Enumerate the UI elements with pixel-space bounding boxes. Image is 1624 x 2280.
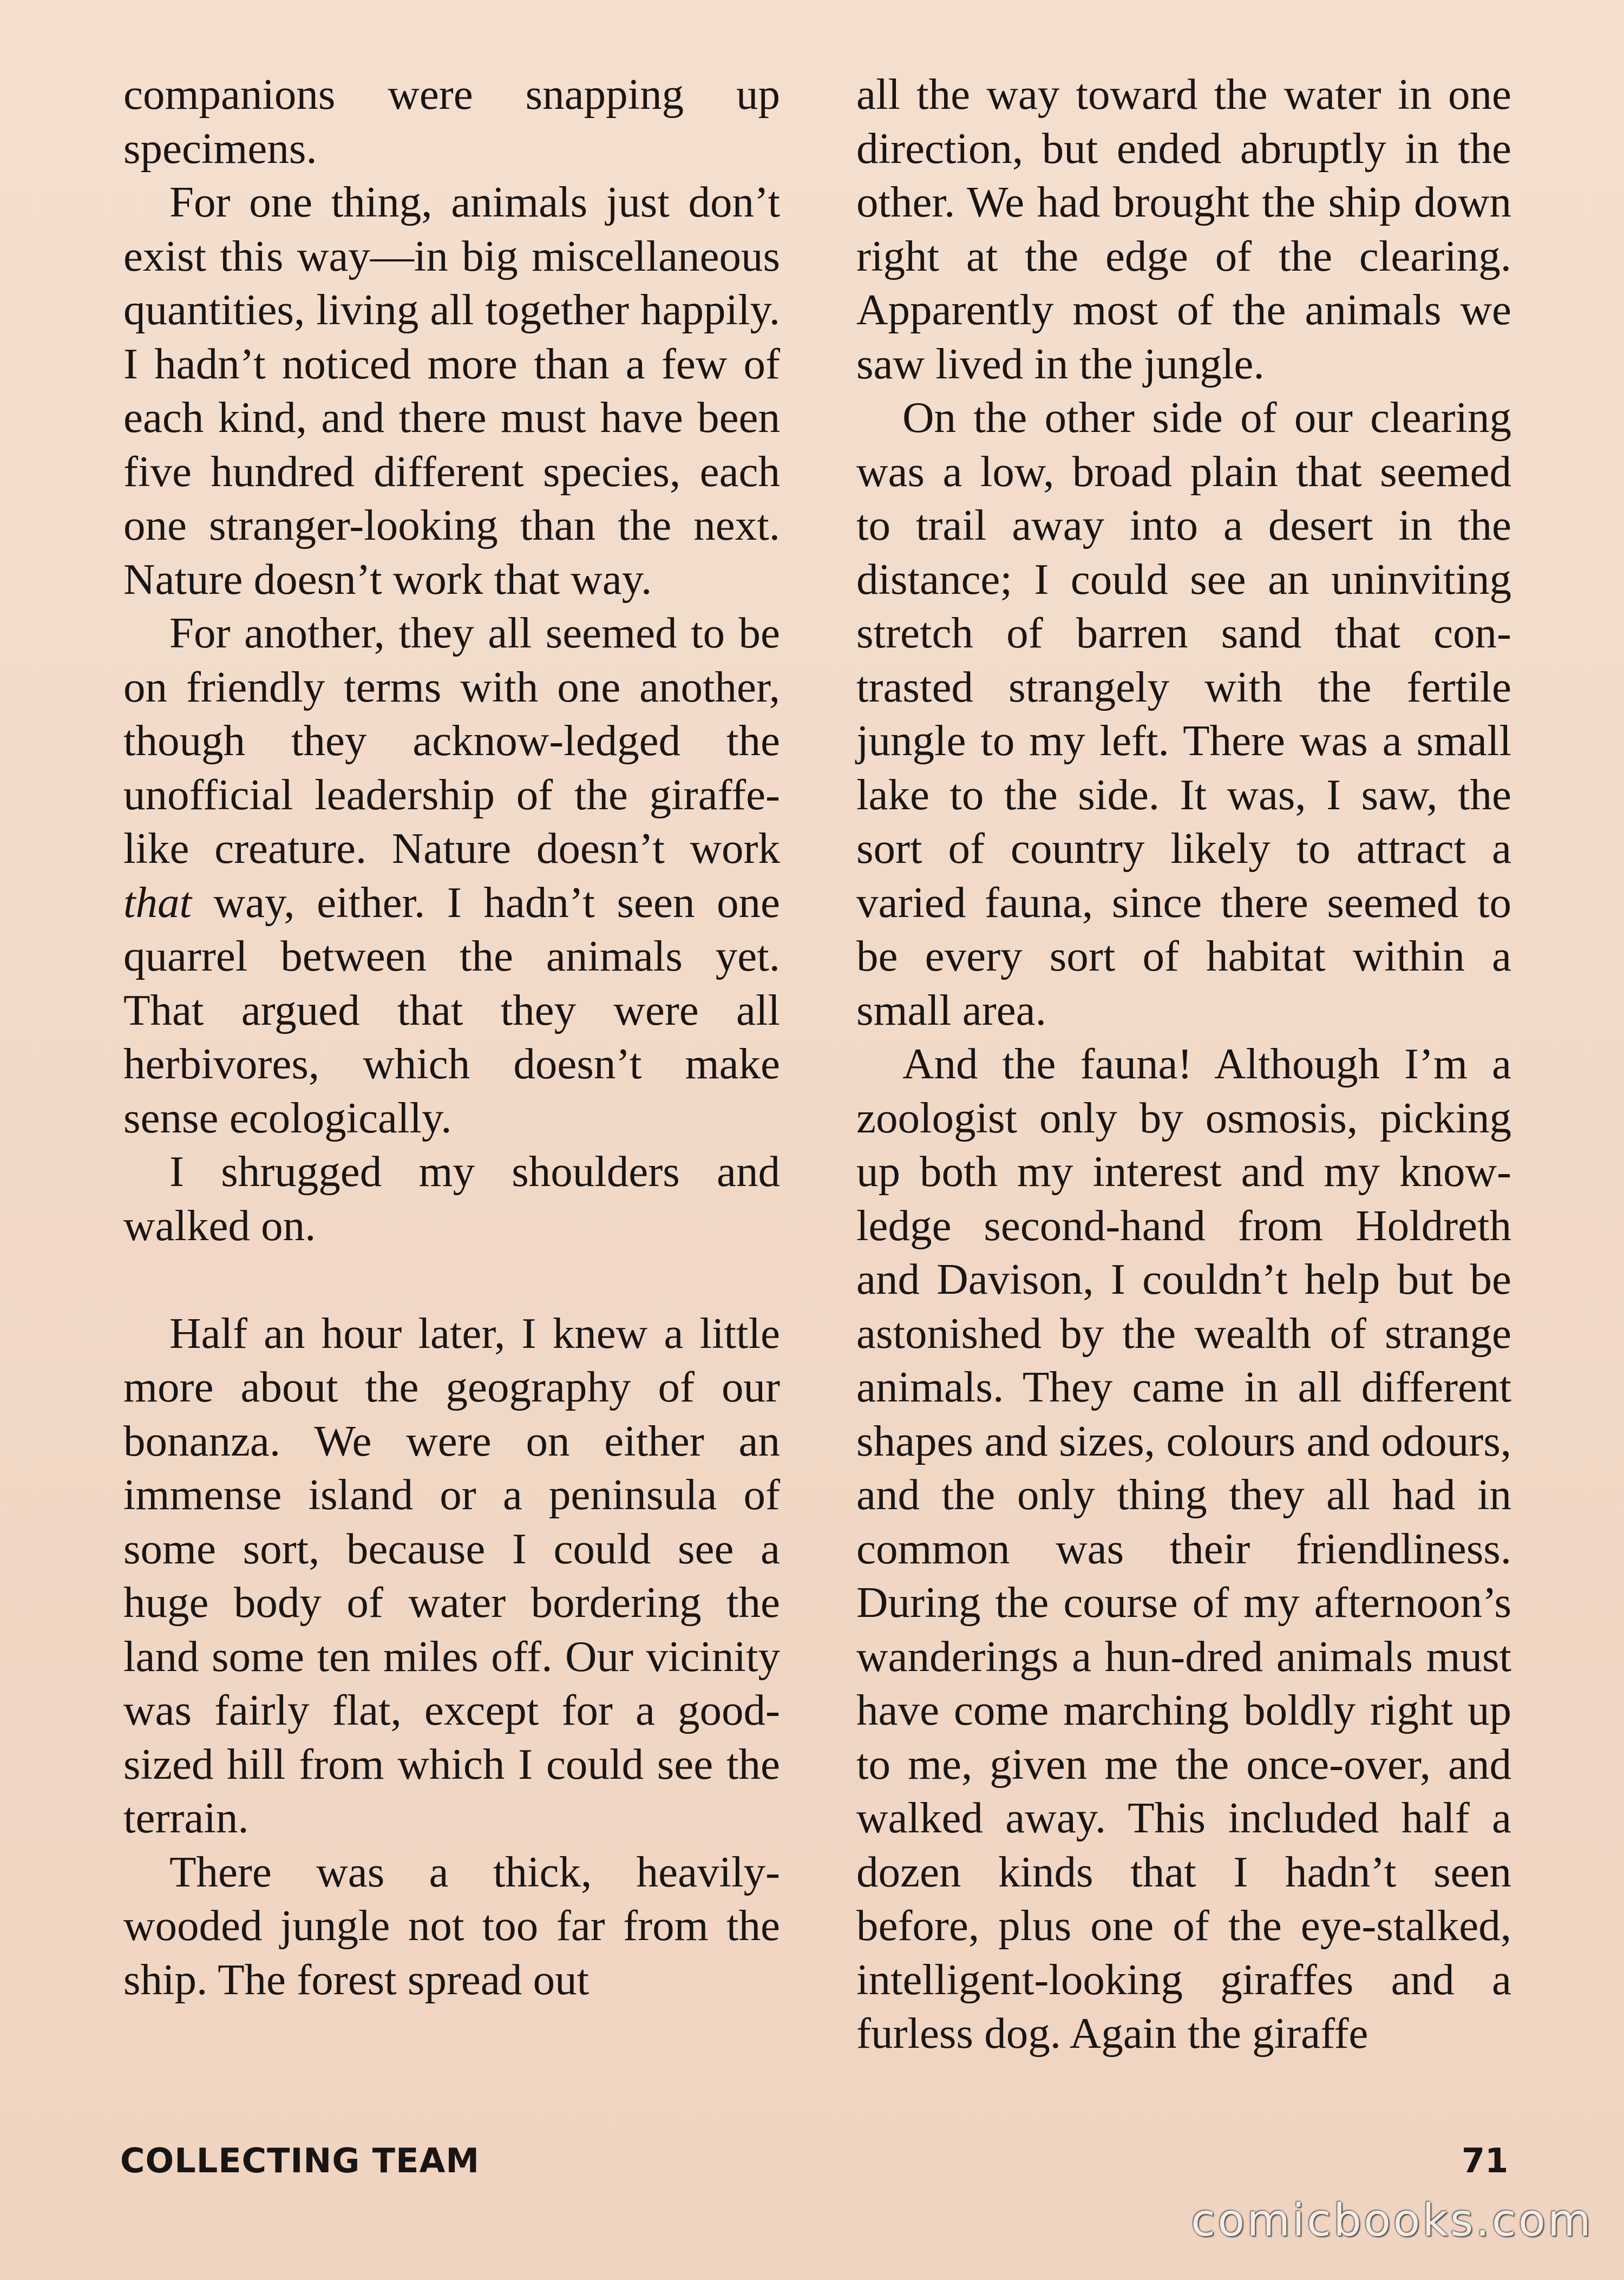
paragraph: companions were snapping up specimens. [123, 70, 780, 173]
running-title: COLLECTING TEAM [120, 2141, 480, 2180]
paragraph: There was a thick, heavily-wooded jungle not too far from the ship. The forest spread out [123, 1847, 780, 2004]
page-number: 71 [1462, 2141, 1509, 2180]
paragraph [123, 606, 780, 1145]
left-text-column [123, 68, 780, 2007]
paragraph: On the other side of our clearing was a low, broad plain that seemed to trail away into a desert in the distance; I could see an uninviting stretch of barren sand that con-trasted strangely with the fertile jungle to my left. There was a small lake to the side. It was, I saw, the sort of country likely to attract a varied fauna, since there seemed to be every sort of habitat within a small area. [856, 393, 1511, 1034]
paragraph: Half an hour later, I knew a little more about the geography of our bonanza. We were on either an immense island or a peninsula of some sort, because I could see a huge body of water bordering the land some ten miles off. Our vicinity was fairly flat, except for a good-sized hill from which I could see the terrain. [123, 1308, 780, 1842]
right-text-column [856, 68, 1511, 2061]
paragraph: And the fauna! Although I’m a zoologist only by osmosis, picking up both my interest and my know-ledge second-hand from Holdreth and Davison, I couldn’t help but be astonished by the wealth of strange animals. They came in all different shapes and sizes, colours and odours, and the only thing they all had in common was their friendliness. During the course of my afternoon’s wanderings a hun-dred animals must have come marching boldly right up to me, given me the once-over, and walked away. This included half a dozen kinds that I hadn’t seen before, plus one of the eye-stalked, intelligent-looking giraffes and a furless dog. Again the giraffe [856, 1039, 1511, 2058]
paragraph-text-after: way, either. I hadn’t seen one quarrel between the animals yet. That argued that they were all herbivores, which doesn’t make sense ecologically. [123, 877, 780, 1142]
paragraph-emphasis: that [123, 877, 192, 927]
watermark: comicbooks.com [1191, 2195, 1593, 2246]
paragraph: For one thing, animals just don’t exist this way—in big miscellaneous quantities, living all together happily. I hadn’t noticed more than a few of each kind, and there must have been five hundred different species, each one stranger-looking than the next. Nature doesn’t work that way. [123, 178, 780, 604]
paragraph-text-before: For another, they all seemed to be on friendly terms with one another, though they acknow-ledged the unofficial leadership of the giraffe-like creature. Nature doesn’t work [123, 608, 780, 873]
paragraph: I shrugged my shoulders and walked on. [123, 1147, 780, 1250]
paragraph: all the way toward the water in one direction, but ended abruptly in the other. We had brought the ship down right at the edge of the clearing. Apparently most of the animals we saw lived in the jungle. [856, 70, 1511, 388]
